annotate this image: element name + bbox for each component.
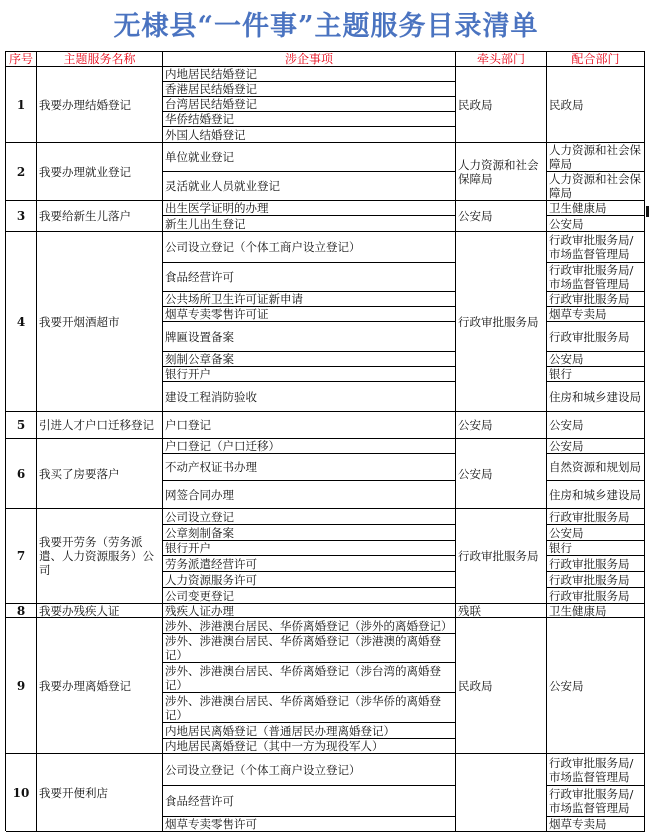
- lead-department: 行政审批服务局: [456, 232, 547, 412]
- header-no: 序号: [6, 52, 37, 67]
- service-item: 烟草专卖零售许可证: [163, 307, 456, 322]
- service-item: 劳务派遣经营许可: [163, 556, 456, 572]
- service-item: 涉外、涉港澳台居民、华侨离婚登记（涉华侨的离婚登记）: [163, 693, 456, 723]
- coop-department: 行政审批服务局/市场监督管理局: [547, 786, 645, 817]
- header-coop-dept: 配合部门: [547, 52, 645, 67]
- service-name: 我要给新生儿落户: [37, 201, 163, 232]
- service-item: 涉外、涉港澳台居民、华侨离婚登记（涉外的离婚登记）: [163, 618, 456, 634]
- coop-department: 公安局: [547, 439, 645, 454]
- lead-department: [456, 754, 547, 832]
- coop-department: 公安局: [547, 525, 645, 541]
- lead-department: 行政审批服务局: [456, 509, 547, 604]
- coop-department: 行政审批服务局: [547, 588, 645, 604]
- coop-department: 民政局: [547, 67, 645, 143]
- service-item: 内地居民离婚登记（普通居民办理离婚登记）: [163, 723, 456, 739]
- lead-department: 民政局: [456, 67, 547, 143]
- service-item: 银行开户: [163, 367, 456, 382]
- scroll-marker: [646, 206, 649, 217]
- lead-department: 残联: [456, 604, 547, 618]
- service-item: 刻制公章备案: [163, 352, 456, 367]
- coop-department: 行政审批服务局/市场监督管理局: [547, 754, 645, 786]
- coop-department: 行政审批服务局: [547, 572, 645, 588]
- service-item: 户口登记（户口迁移）: [163, 439, 456, 454]
- coop-department: 住房和城乡建设局: [547, 481, 645, 509]
- service-item: 食品经营许可: [163, 786, 456, 817]
- coop-department: 行政审批服务局: [547, 509, 645, 525]
- coop-department: 行政审批服务局/市场监督管理局: [547, 263, 645, 292]
- coop-department: 自然资源和规划局: [547, 454, 645, 481]
- coop-department: 公安局: [547, 618, 645, 754]
- lead-department: 公安局: [456, 201, 547, 232]
- coop-department: 烟草专卖局: [547, 817, 645, 832]
- page-title: 无棣县“一件事”主题服务目录清单: [113, 11, 539, 42]
- service-item: 建设工程消防验收: [163, 382, 456, 412]
- row-number: 1: [6, 67, 37, 143]
- header-lead-dept: 牵头部门: [456, 52, 547, 67]
- service-catalog-table: [5, 51, 645, 831]
- service-name: 我要开便利店: [37, 754, 163, 832]
- service-item: 牌匾设置备案: [163, 322, 456, 352]
- coop-department: 住房和城乡建设局: [547, 382, 645, 412]
- service-item: 网签合同办理: [163, 481, 456, 509]
- service-item: 人力资源服务许可: [163, 572, 456, 588]
- coop-department: 卫生健康局: [547, 201, 645, 216]
- service-item: 涉外、涉港澳台居民、华侨离婚登记（涉台湾的离婚登记）: [163, 663, 456, 693]
- service-name: 我要办理离婚登记: [37, 618, 163, 754]
- coop-department: 烟草专卖局: [547, 307, 645, 322]
- row-number: 6: [6, 439, 37, 509]
- lead-department: 公安局: [456, 439, 547, 509]
- service-item: 烟草专卖零售许可: [163, 817, 456, 832]
- service-item: 公司设立登记: [163, 509, 456, 525]
- service-item: 残疾人证办理: [163, 604, 456, 618]
- service-item: 内地居民离婚登记（其中一方为现役军人）: [163, 739, 456, 754]
- header-items: 涉企事项: [163, 52, 456, 67]
- header-service-name: 主题服务名称: [37, 52, 163, 67]
- coop-department: 人力资源和社会保障局: [547, 143, 645, 172]
- service-item: 台湾居民结婚登记: [163, 97, 456, 112]
- lead-department: 民政局: [456, 618, 547, 754]
- coop-department: 行政审批服务局/市场监督管理局: [547, 232, 645, 263]
- service-item: 香港居民结婚登记: [163, 82, 456, 97]
- service-item: 公章刻制备案: [163, 525, 456, 541]
- row-number: 8: [6, 604, 37, 618]
- coop-department: 银行: [547, 367, 645, 382]
- coop-department: 行政审批服务局: [547, 322, 645, 352]
- service-item: 外国人结婚登记: [163, 127, 456, 143]
- service-item: 灵活就业人员就业登记: [163, 172, 456, 201]
- row-number: 2: [6, 143, 37, 201]
- row-number: 7: [6, 509, 37, 604]
- coop-department: 公安局: [547, 412, 645, 439]
- row-number: 4: [6, 232, 37, 412]
- service-name: 引进人才户口迁移登记: [37, 412, 163, 439]
- service-name: 我买了房要落户: [37, 439, 163, 509]
- service-item: 内地居民结婚登记: [163, 67, 456, 82]
- service-item: 食品经营许可: [163, 263, 456, 292]
- lead-department: 人力资源和社会保障局: [456, 143, 547, 201]
- coop-department: 人力资源和社会保障局: [547, 172, 645, 201]
- coop-department: 行政审批服务局: [547, 556, 645, 572]
- service-name: 我要开劳务（劳务派遣、人力资源服务）公司: [37, 509, 163, 604]
- service-item: 公共场所卫生许可证新申请: [163, 292, 456, 307]
- lead-department: 公安局: [456, 412, 547, 439]
- coop-department: 行政审批服务局: [547, 292, 645, 307]
- service-name: 我要开烟酒超市: [37, 232, 163, 412]
- service-item: 公司设立登记（个体工商户设立登记）: [163, 754, 456, 786]
- service-item: 公司变更登记: [163, 588, 456, 604]
- service-item: 出生医学证明的办理: [163, 201, 456, 216]
- coop-department: 公安局: [547, 352, 645, 367]
- service-item: 单位就业登记: [163, 143, 456, 172]
- service-item: 华侨结婚登记: [163, 112, 456, 127]
- service-name: 我要办残疾人证: [37, 604, 163, 618]
- coop-department: 卫生健康局: [547, 604, 645, 618]
- service-item: 公司设立登记（个体工商户设立登记）: [163, 232, 456, 263]
- service-name: 我要办理结婚登记: [37, 67, 163, 143]
- row-number: 10: [6, 754, 37, 832]
- service-item: 不动产权证书办理: [163, 454, 456, 481]
- row-number: 3: [6, 201, 37, 232]
- coop-department: 银行: [547, 541, 645, 556]
- service-item: 银行开户: [163, 541, 456, 556]
- row-number: 9: [6, 618, 37, 754]
- service-item: 新生儿出生登记: [163, 216, 456, 232]
- coop-department: 公安局: [547, 216, 645, 232]
- service-name: 我要办理就业登记: [37, 143, 163, 201]
- service-item: 户口登记: [163, 412, 456, 439]
- row-number: 5: [6, 412, 37, 439]
- service-item: 涉外、涉港澳台居民、华侨离婚登记（涉港澳的离婚登记）: [163, 634, 456, 663]
